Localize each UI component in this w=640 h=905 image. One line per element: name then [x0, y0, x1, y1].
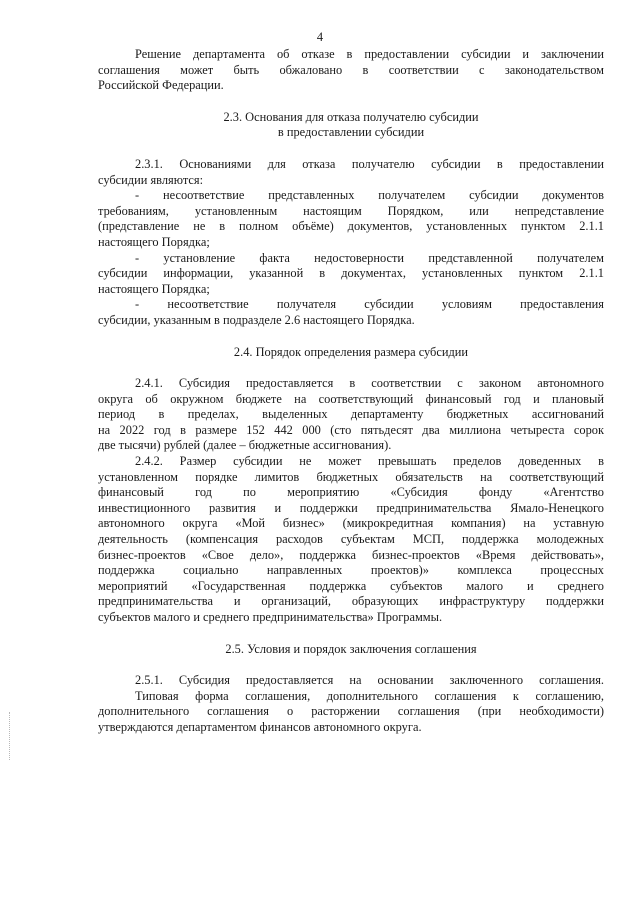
text-line: Типовая форма соглашения, дополнительного соглашения к соглашению,: [135, 688, 604, 703]
text-line: финансовый год по мероприятию «Субсидия фонду «Агентство: [98, 485, 604, 500]
text-line: субсидии информации, указанной в документах, установленных пунктом 2.1.1: [98, 266, 604, 281]
text-line: - установление факта недостоверности представленной получателем: [135, 250, 604, 265]
text-line: настоящего Порядка;: [98, 281, 210, 296]
text-line: деятельность (компенсация расходов субъектам МСП, поддержка молодежных: [98, 532, 604, 547]
text-line: округа об окружном бюджете на соответствующий финансовый год и плановый: [98, 391, 604, 406]
text-line: бизнес-проектов «Свое дело», поддержка бизнес-проектов «Время действовать»,: [98, 547, 604, 562]
section-heading-2-3: [98, 110, 604, 141]
scan-margin-marks: [9, 712, 12, 760]
document-body: [98, 47, 604, 736]
intro-paragraph: [98, 47, 604, 94]
text-line: субсидии являются:: [98, 172, 204, 187]
paragraph-2-5-1: [98, 673, 604, 735]
paragraph-2-4-2: [98, 454, 604, 626]
text-line: 2.5.1. Субсидия предоставляется на основании заключенного соглашения.: [135, 673, 604, 688]
text-line: настоящего Порядка;: [98, 234, 210, 249]
section-heading-2-5: [98, 642, 604, 658]
heading-line: 2.3. Основания для отказа получателю субсидии: [223, 109, 479, 124]
text-line: требованиям, установленным настоящим Порядком, или непредставление: [98, 203, 604, 218]
text-line: 2.4.1. Субсидия предоставляется в соответствии с законом автономного: [135, 376, 604, 391]
page-number: 4: [316, 30, 324, 44]
paragraph-2-4-1: [98, 376, 604, 454]
text-line: инвестиционного развития и поддержки предпринимательства Ямало-Ненецкого: [98, 500, 604, 515]
text-line: установленном порядке лимитов бюджетных обязательств на соответствующий: [98, 469, 604, 484]
text-line: субсидии, указанным в подразделе 2.6 настоящего Порядка.: [98, 312, 415, 327]
text-line: автономного округа «Мой бизнес» (микрокредитная компания) на уставную: [98, 516, 604, 531]
text-line: Решение департамента об отказе в предоставлении субсидии и заключении: [135, 47, 604, 61]
text-line: - несоответствие представленных получателем субсидии документов: [135, 188, 604, 203]
text-line: - несоответствие получателя субсидии условиям предоставления: [135, 297, 604, 312]
bullet-item-3: [98, 297, 604, 328]
text-line: 2.3.1. Основаниями для отказа получателю субсидии в предоставлении: [135, 156, 604, 171]
text-line: 2.4.2. Размер субсидии не может превышать пределов доведенных в: [135, 454, 604, 469]
text-line: субъектов малого и среднего предпринимательства» Программы.: [98, 610, 443, 624]
text-line: на 2022 год в размере 152 442 000 (сто пятьдесят два миллиона четыреста сорок: [98, 422, 604, 437]
bullet-item-2: [98, 251, 604, 298]
text-line: дополнительного соглашения о расторжении соглашения (при необходимости): [98, 704, 604, 719]
text-line: (представление не в полном объёме) документов, установленных пунктом 2.1.1: [98, 219, 604, 234]
text-line: утверждаются департаментом финансов автономного округа.: [98, 719, 422, 734]
text-line: период в пределах, выделенных департаменту бюджетных ассигнований: [98, 407, 604, 422]
text-line: мероприятий «Государственная поддержка субъектов малого и среднего: [98, 578, 604, 593]
bullet-item-1: [98, 188, 604, 250]
text-line: две тысячи) рублей (далее – бюджетные ассигнования).: [98, 438, 392, 453]
text-line: поддержка социально направленных проектов)» комплекса процессных: [98, 563, 604, 578]
paragraph-2-3-1: [98, 157, 604, 188]
heading-line: 2.4. Порядок определения размера субсидии: [233, 344, 469, 359]
section-heading-2-4: [98, 345, 604, 361]
text-line: предпринимательства и организаций, образующих инфраструктуру поддержки: [98, 594, 604, 609]
heading-line: 2.5. Условия и порядок заключения соглашения: [225, 641, 477, 656]
heading-line: в предоставлении субсидии: [277, 125, 425, 140]
text-line: соглашения может быть обжаловано в соответствии с законодательством: [98, 62, 604, 77]
text-line: Российской Федерации.: [98, 78, 224, 93]
